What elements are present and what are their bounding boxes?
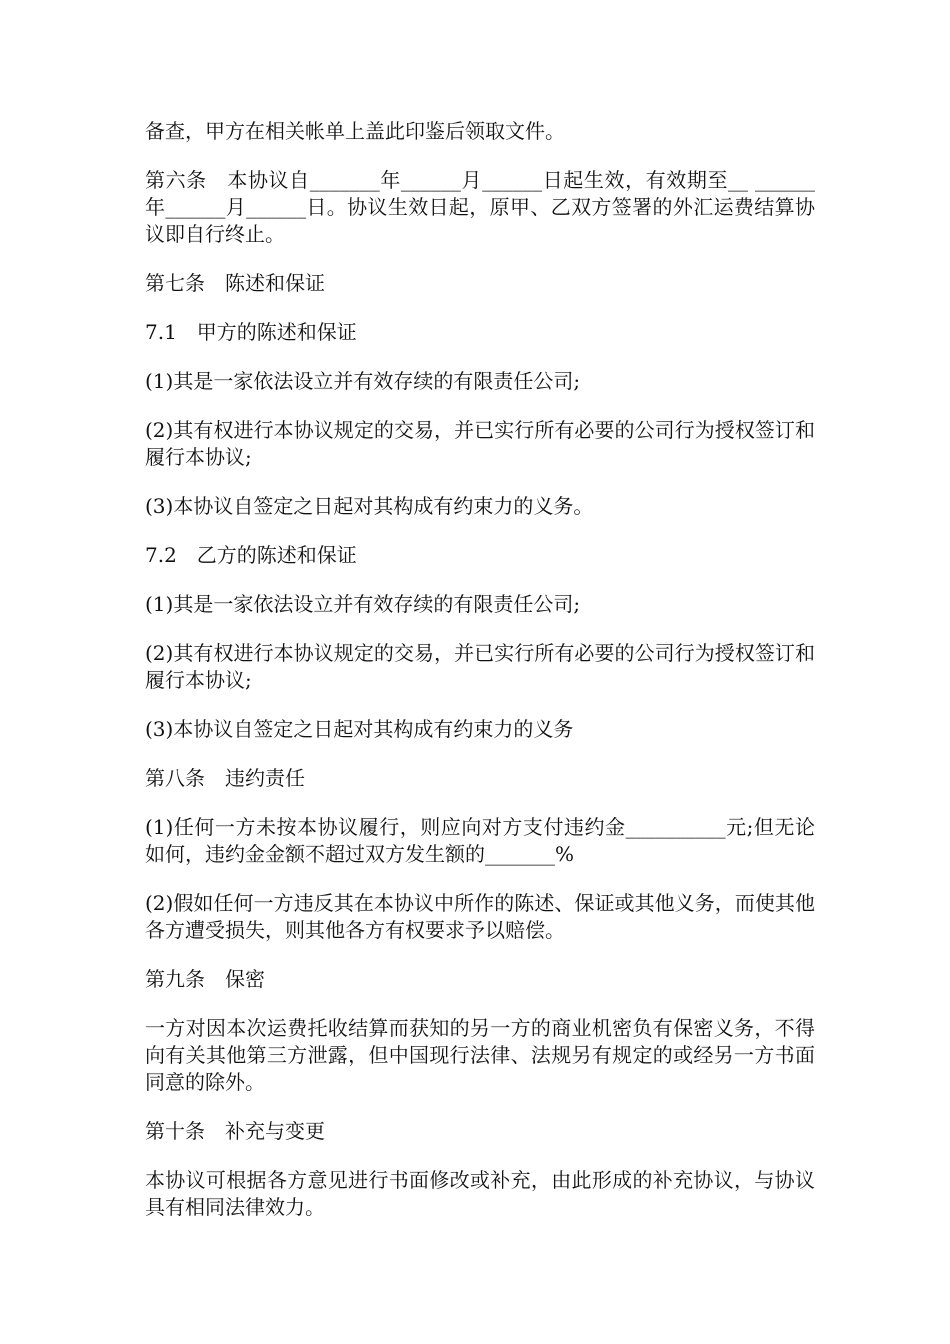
article-8-item-1: (1)任何一方未按本协议履行，则应向对方支付违约金__________元;但无论如何，违约金金额不超过双方发生额的_______% [145, 815, 815, 866]
article-8-item-2: (2)假如任何一方违反其在本协议中所作的陈述、保证或其他义务，而使其他各方遭受损失，则其他各方有权要求予以赔偿。 [145, 891, 815, 942]
article-9-body: 一方对因本次运费托收结算而获知的另一方的商业机密负有保密义务，不得向有关其他第三方泄露，但中国现行法律、法规另有规定的或经另一方书面同意的除外。 [145, 1016, 815, 1094]
article-10-body: 本协议可根据各方意见进行书面修改或补充，由此形成的补充协议，与协议具有相同法律效力。 [145, 1168, 815, 1219]
section-7-1-item-1: (1)其是一家依法设立并有效存续的有限责任公司; [145, 369, 581, 393]
document-body [145, 118, 815, 1243]
article-8-heading: 第八条 违约责任 [145, 766, 305, 790]
paragraph-intro-continuation: 备查，甲方在相关帐单上盖此印鉴后领取文件。 [145, 119, 565, 143]
article-7-heading: 第七条 陈述和保证 [145, 271, 325, 295]
section-7-1-item-2: (2)其有权进行本协议规定的交易，并已实行所有必要的公司行为授权签订和履行本协议; [145, 418, 815, 469]
article-10-heading: 第十条 补充与变更 [145, 1119, 325, 1143]
section-7-1-item-3: (3)本协议自签定之日起对其构成有约束力的义务。 [145, 494, 594, 518]
section-7-2-item-2: (2)其有权进行本协议规定的交易，并已实行所有必要的公司行为授权签订和履行本协议; [145, 641, 815, 692]
section-7-2-item-1: (1)其是一家依法设立并有效存续的有限责任公司; [145, 592, 581, 616]
section-7-2-item-3: (3)本协议自签定之日起对其构成有约束力的义务 [145, 717, 574, 741]
article-6-effective-date: 第六条 本协议自_______年______月______日起生效，有效期至__ ______年______月______日。协议生效日起，原甲、乙双方签署的外汇运费结算协议即自行终止。 [145, 168, 815, 246]
section-7-2-heading: 7.2 乙方的陈述和保证 [145, 543, 357, 567]
section-7-1-heading: 7.1 甲方的陈述和保证 [145, 320, 357, 344]
article-9-heading: 第九条 保密 [145, 967, 265, 991]
